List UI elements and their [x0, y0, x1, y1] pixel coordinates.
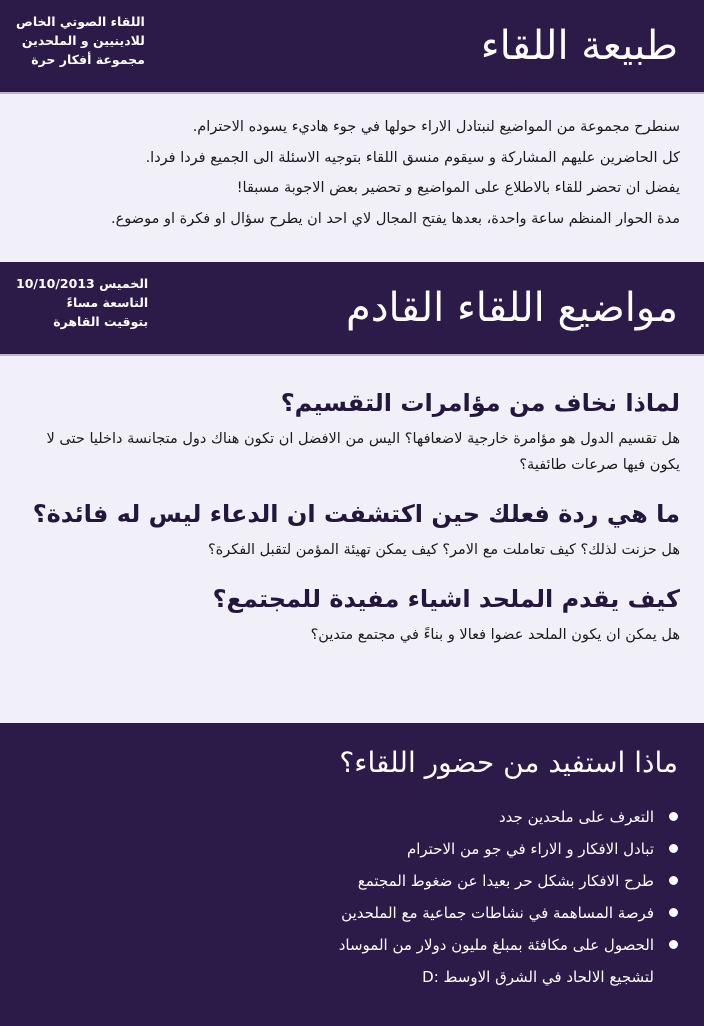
event-name-line: اللقاء الصوتي الخاص: [16, 14, 145, 29]
intro-paragraph: مدة الحوار المنظم ساعة واحدة، بعدها يفتح المجال لاي احد ان يطرح سؤال او فكرة او موضوع.: [111, 210, 680, 227]
intro-section: [0, 94, 704, 262]
bullet-icon: [669, 908, 678, 917]
benefit-item: [26, 865, 678, 897]
benefit-text: فرصة المساهمة في نشاطات جماعية مع الملحدين: [341, 904, 654, 922]
header-band: [0, 0, 704, 94]
intro-paragraph: كل الحاضرين عليهم المشاركة و سيقوم منسق اللقاء بتوجيه الاسئلة الى الجميع فردا فردا.: [145, 149, 680, 166]
topic-question: لماذا نخاف من مؤامرات التقسيم؟: [280, 389, 680, 417]
schedule-time: التاسعة مساءً: [66, 295, 149, 310]
benefit-item: [26, 833, 678, 865]
event-audience-line: للادينيين و الملحدين: [21, 33, 145, 48]
event-info: [16, 12, 145, 69]
schedule-info: [16, 274, 148, 331]
topics-title: مواضيع اللقاء القادم: [345, 285, 678, 331]
benefit-item: [26, 801, 678, 833]
topic-question: ما هي ردة فعلك حين اكتشفت ان الدعاء ليس له فائدة؟: [32, 500, 680, 528]
bullet-icon: [669, 940, 678, 949]
bullet-icon: [669, 812, 678, 821]
schedule-date: الخميس 10/10/2013: [16, 276, 149, 291]
benefit-text-continued: لتشجيع الالحاد في الشرق الاوسط :D: [422, 968, 654, 986]
intro-paragraph: يفضل ان تحضر للقاء بالاطلاع على المواضيع و تحضير بعض الاجوبة مسبقا!: [236, 180, 680, 196]
bullet-icon: [669, 876, 678, 885]
topic-question: كيف يقدم الملحد اشياء مفيدة للمجتمع؟: [212, 585, 680, 613]
topics-section: [0, 356, 704, 723]
benefit-text: الحصول على مكافئة بمبلغ مليون دولار من الموساد: [338, 936, 654, 954]
topic-details: هل يمكن ان يكون الملحد عضوا فعالا و بناءً في مجتمع متدين؟: [310, 627, 680, 643]
topic-item: [24, 497, 680, 563]
bullet-icon: [669, 844, 678, 853]
benefit-text: التعرف على ملحدين جدد: [498, 808, 654, 826]
page-title: طبيعة اللقاء: [480, 23, 678, 69]
benefit-item: [26, 929, 678, 993]
benefits-title: ماذا استفيد من حضور اللقاء؟: [339, 746, 678, 779]
benefit-text: طرح الافكار بشكل حر بعيدا عن ضغوط المجتمع: [357, 872, 654, 890]
topic-item: [24, 386, 680, 478]
benefits-section: [0, 723, 704, 1026]
event-group-line: مجموعة أفكار حرة: [31, 52, 145, 67]
topics-header-band: [0, 262, 704, 356]
topic-details: هل تقسيم الدول هو مؤامرة خارجية لاضعافها؟ اليس من الافضل ان تكون هناك دول متجانسة داخليا حتى لا يكون فيها صرعات طائفية؟: [46, 431, 680, 473]
benefit-text: تبادل الافكار و الاراء في جو من الاحترام: [406, 840, 654, 858]
topic-item: [24, 582, 680, 648]
topic-details: هل حزنت لذلك؟ كيف تعاملت مع الامر؟ كيف يمكن تهيئة المؤمن لتقبل الفكرة؟: [207, 542, 680, 558]
benefits-list: [26, 801, 678, 993]
schedule-timezone: بتوقيت القاهرة: [53, 314, 149, 329]
intro-paragraph: سنطرح مجموعة من المواضيع لنبتادل الاراء حولها في جوء هاديء يسوده الاحترام.: [192, 119, 680, 135]
benefit-item: [26, 897, 678, 929]
